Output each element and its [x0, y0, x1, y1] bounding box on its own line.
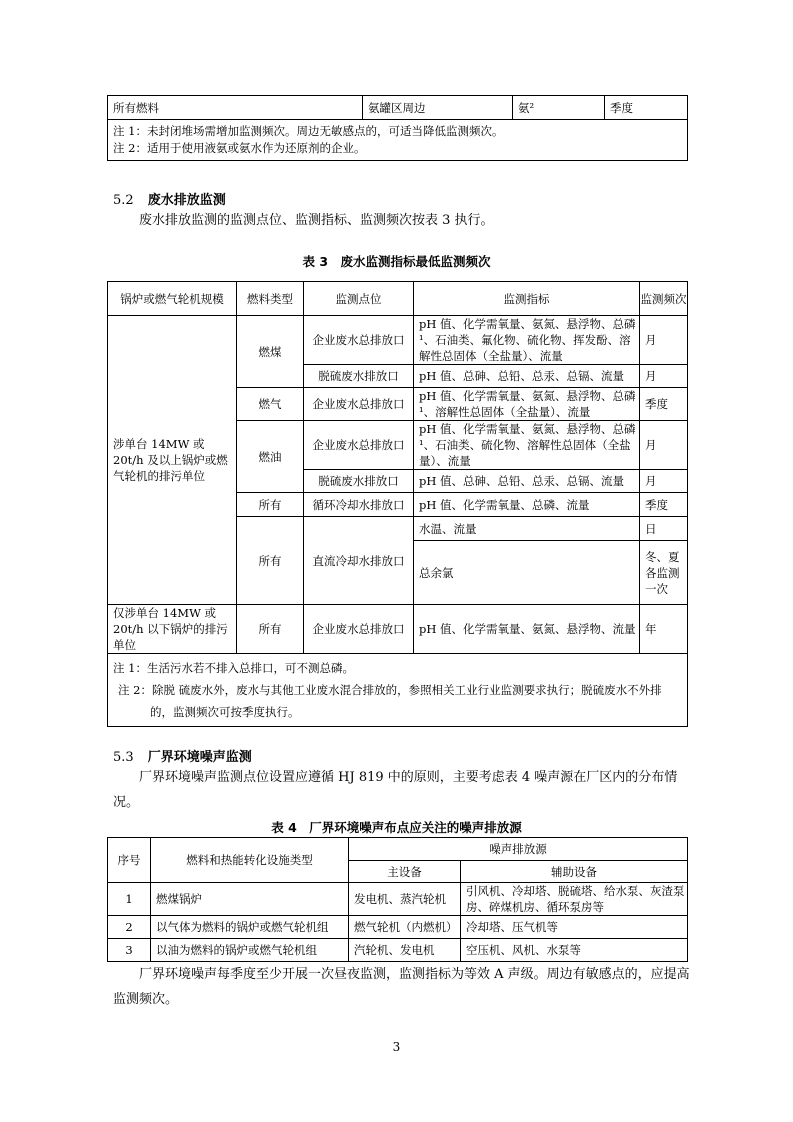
header-type: 燃料和热能转化设施类型	[151, 838, 349, 883]
cell-indicator: 总余氯	[414, 541, 640, 605]
cell-indicator: pH 值、总砷、总铅、总汞、总镉、流量	[414, 365, 640, 388]
cell-no: 2	[108, 916, 151, 939]
cell-main: 发电机、蒸汽轮机	[349, 883, 461, 916]
cell-fuel-all: 所有	[237, 517, 304, 605]
cell-fuel: 所有燃料	[108, 96, 363, 120]
closing-paragraph: 厂界环境噪声每季度至少开展一次昼夜监测，监测指标为等效 A 声级。周边有敏感点的，应提高监测频次。	[113, 967, 690, 1007]
table-air-continuation	[107, 95, 688, 161]
cell-fuel-gas: 燃气	[237, 388, 304, 421]
cell-frequency: 冬、夏各监测一次	[640, 541, 688, 605]
cell-point: 脱硫废水排放口	[304, 365, 414, 388]
header-indicator: 监测指标	[414, 282, 640, 316]
cell-fuel-coal: 燃煤	[237, 316, 304, 388]
cell-frequency: 年	[640, 605, 688, 654]
cell-point: 氨罐区周边	[363, 96, 513, 120]
cell-no: 1	[108, 883, 151, 916]
cell-aux: 空压机、风机、水泵等	[461, 939, 688, 962]
section-heading-5-3	[113, 746, 252, 765]
cell-indicator: pH 值、化学需氧量、总磷、流量	[414, 493, 640, 517]
cell-point: 直流冷却水排放口	[304, 517, 414, 605]
cell-indicator: 水温、流量	[414, 517, 640, 541]
section-paragraph: 废水排放监测的监测点位、监测指标、监测频次按表 3 执行。	[139, 213, 494, 228]
header-aux: 辅助设备	[461, 861, 688, 883]
cell-indicator: pH 值、化学需氧量、氨氮、悬浮物、总磷¹、石油类、氟化物、硫化物、挥发酚、溶解性总固体（全盐量）、流量	[414, 316, 640, 365]
cell-type: 以气体为燃料的锅炉或燃气轮机组	[151, 916, 349, 939]
table-3-caption: 表 3 废水监测指标最低监测频次	[302, 254, 491, 269]
cell-point: 企业废水总排放口	[304, 388, 414, 421]
cell-indicator: pH 值、化学需氧量、氨氮、悬浮物、总磷¹、石油类、硫化物、溶解性总固体（全盐量）、流量	[414, 421, 640, 470]
note-2: 注 2：适用于使用液氨或氨水作为还原剂的企业。	[113, 141, 366, 155]
header-main: 主设备	[349, 861, 461, 883]
cell-aux: 引风机、冷却塔、脱硫塔、给水泵、灰渣泵房、碎煤机房、循环泵房等	[461, 883, 688, 916]
header-no: 序号	[108, 838, 151, 883]
cell-no: 3	[108, 939, 151, 962]
cell-main: 汽轮机、发电机	[349, 939, 461, 962]
table-row	[108, 939, 688, 962]
cell-point: 脱硫废水排放口	[304, 470, 414, 493]
table-3	[107, 281, 688, 727]
cell-frequency: 季度	[640, 388, 688, 421]
cell-main: 燃气轮机（内燃机）	[349, 916, 461, 939]
header-fuel: 燃料类型	[237, 282, 304, 316]
cell-indicator: pH 值、化学需氧量、氨氮、悬浮物、流量	[414, 605, 640, 654]
cell-indicator: pH 值、化学需氧量、氨氮、悬浮物、总磷¹、溶解性总固体（全盐量）、流量	[414, 388, 640, 421]
cell-indicator: 氨²	[513, 96, 605, 120]
cell-frequency: 月	[640, 421, 688, 470]
note-2: 注 2：除脱 硫废水外，废水与其他工业废水混合排放的，参照相关工业行业监测要求执行；脱硫废水不外排的，监测频次可按季度执行。	[118, 683, 662, 719]
table-notes	[108, 120, 688, 161]
cell-frequency: 季度	[640, 493, 688, 517]
section-title: 废水排放监测	[147, 193, 226, 208]
header-frequency: 监测频次	[640, 282, 688, 316]
cell-point: 企业废水总排放口	[304, 316, 414, 365]
header-source: 噪声排放源	[349, 838, 688, 861]
cell-indicator: pH 值、总砷、总铅、总汞、总镉、流量	[414, 470, 640, 493]
section-heading-5-2	[113, 189, 226, 208]
section-title: 厂界环境噪声监测	[147, 750, 252, 765]
cell-frequency: 月	[640, 365, 688, 388]
cell-frequency: 月	[640, 470, 688, 493]
table-row	[108, 916, 688, 939]
page-number: 3	[392, 1040, 401, 1054]
section-number: 5.2	[113, 193, 134, 208]
cell-point: 循环冷却水排放口	[304, 493, 414, 517]
note-1: 注 1：生活污水若不排入总排口，可不测总磷。	[113, 661, 354, 675]
cell-aux: 冷却塔、压气机等	[461, 916, 688, 939]
note-1: 注 1：未封闭堆场需增加监测频次。周边无敏感点的，可适当降低监测频次。	[113, 124, 504, 138]
table-notes	[108, 654, 688, 727]
table-4	[107, 837, 688, 962]
cell-frequency: 日	[640, 517, 688, 541]
cell-fuel-oil: 燃油	[237, 421, 304, 493]
header-scale: 锅炉或燃气轮机规模	[108, 282, 237, 316]
section-number: 5.3	[113, 750, 134, 765]
cell-point: 企业废水总排放口	[304, 421, 414, 470]
table-row	[108, 883, 688, 916]
cell-frequency: 季度	[605, 96, 688, 120]
cell-fuel-all: 所有	[237, 493, 304, 517]
cell-type: 燃煤锅炉	[151, 883, 349, 916]
cell-scale-large: 涉单台 14MW 或 20t/h 及以上锅炉或燃气轮机的排污单位	[108, 316, 237, 605]
header-point: 监测点位	[304, 282, 414, 316]
section-paragraph: 厂界环境噪声监测点位设置应遵循 HJ 819 中的原则，主要考虑表 4 噪声源在厂区内的分布情况。	[113, 770, 678, 810]
cell-point: 企业废水总排放口	[304, 605, 414, 654]
table-4-caption: 表 4 厂界环境噪声布点应关注的噪声排放源	[271, 820, 522, 835]
cell-scale-small: 仅涉单台 14MW 或 20t/h 以下锅炉的排污单位	[108, 605, 237, 654]
cell-frequency: 月	[640, 316, 688, 365]
cell-fuel-all: 所有	[237, 605, 304, 654]
cell-type: 以油为燃料的锅炉或燃气轮机组	[151, 939, 349, 962]
